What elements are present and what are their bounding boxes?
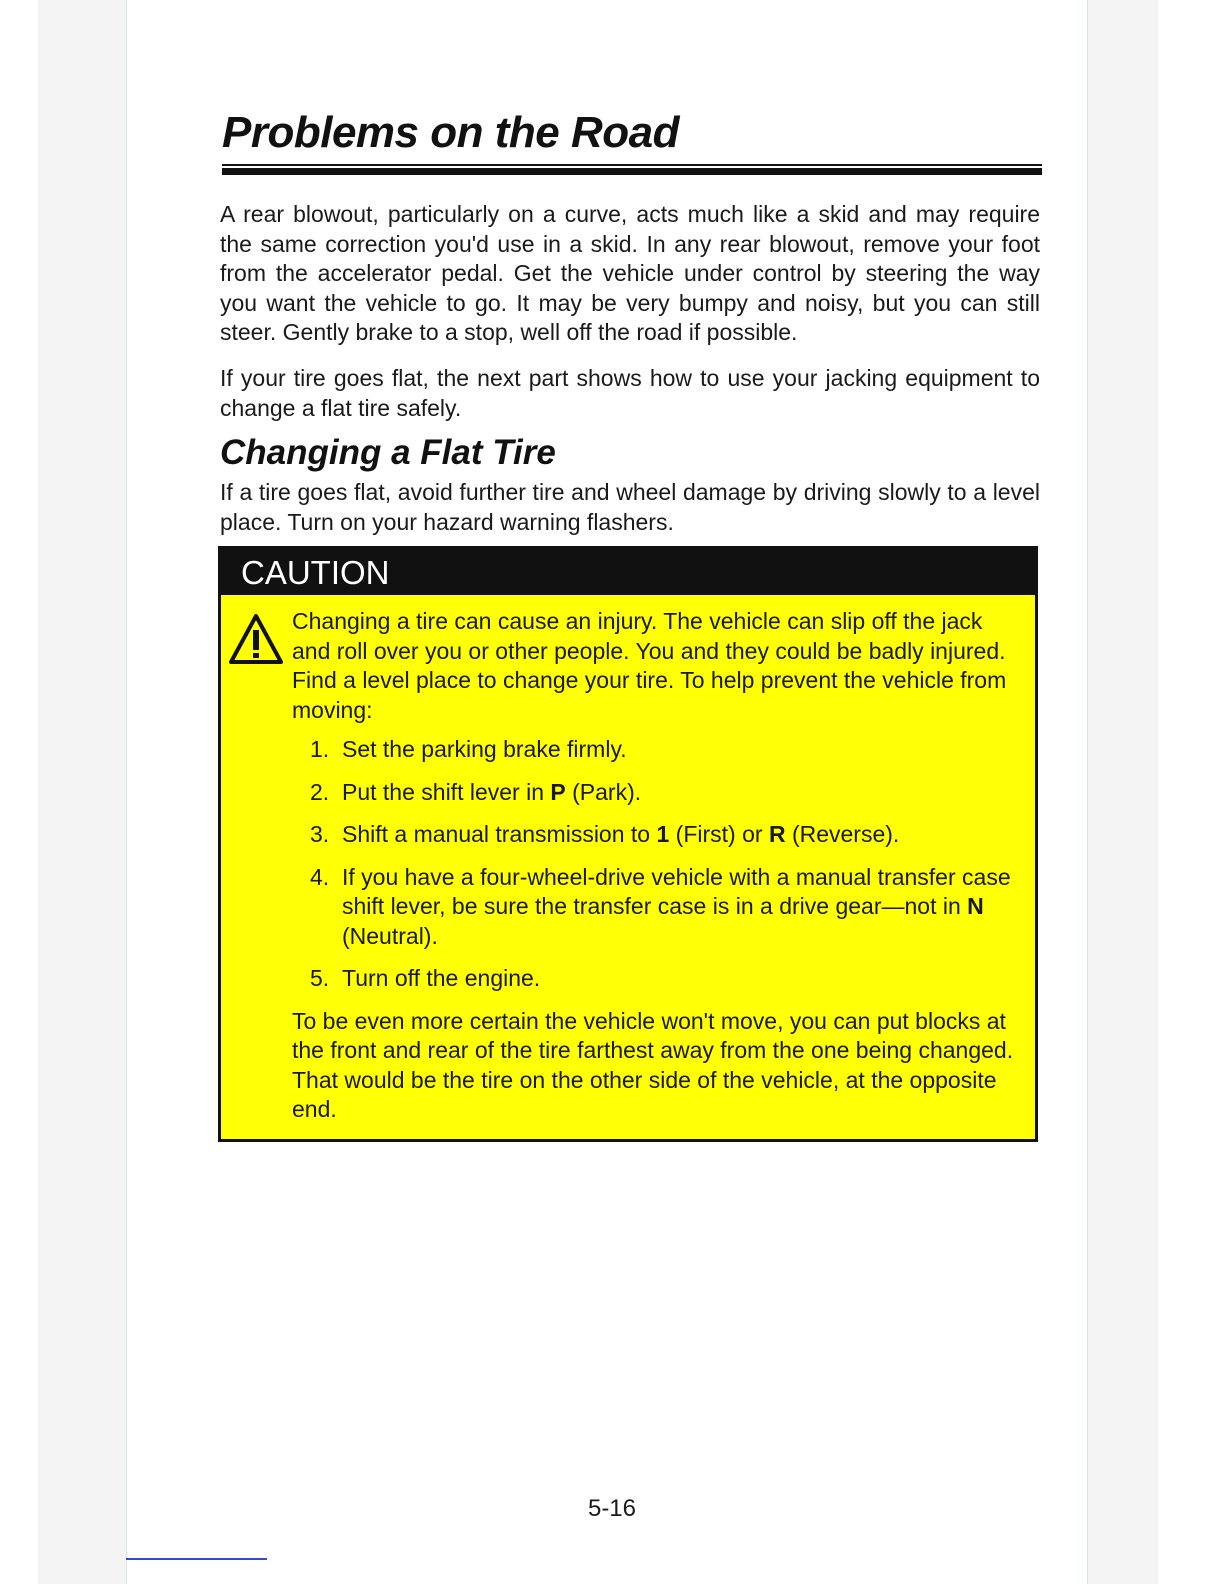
list-item: 4. If you have a four-wheel-drive vehicle with a manual transfer case shift lever, be sure the transfer case is in a drive gear—not in N (Neutral). <box>310 863 1011 949</box>
caution-body <box>292 607 1024 1125</box>
section-heading: Changing a Flat Tire <box>220 433 556 472</box>
blowout-paragraph: A rear blowout, particularly on a curve, acts much like a skid and may require the same correction you'd use in a skid. In any rear blowout, remove your foot from the accelerator pedal. Get the vehicle under control by steering the way you want the vehicle to go. It may be very bumpy and noisy, but you can still steer. Gently brake to a stop, well off the road if possible. <box>220 201 1040 345</box>
caution-steps <box>292 735 1024 994</box>
caution-header: CAUTION <box>221 549 1035 595</box>
list-item: 1. Set the parking brake firmly. <box>310 736 627 762</box>
caution-intro: Changing a tire can cause an injury. The vehicle can slip off the jack and roll over you or other people. You and they could be badly injured. Find a level place to change your tire. To help prevent the vehicle from moving: <box>292 608 1007 723</box>
bottom-divider <box>126 1558 267 1560</box>
list-item: 5. Turn off the engine. <box>310 965 541 991</box>
list-item: 3. Shift a manual transmission to 1 (First) or R (Reverse). <box>310 821 900 847</box>
hazard-paragraph: If a tire goes flat, avoid further tire and wheel damage by driving slowly to a level place. Turn on your hazard warning flashers. <box>220 479 1040 535</box>
page-title: Problems on the Road <box>222 108 679 157</box>
caution-outro: To be even more certain the vehicle won't move, you can put blocks at the front and rear of the tire farthest away from the one being changed. That would be the tire on the other side of the vehicle, at the opposite end. <box>292 1007 1014 1122</box>
list-item: 2. Put the shift lever in P (Park). <box>310 778 642 805</box>
warning-triangle-icon <box>229 613 283 665</box>
caution-box <box>218 546 1038 1142</box>
page-number: 5-16 <box>587 1495 637 1522</box>
flat-tire-intro-paragraph: If your tire goes flat, the next part shows how to use your jacking equipment to change a flat tire safely. <box>220 365 1040 421</box>
title-rule <box>222 164 1042 175</box>
